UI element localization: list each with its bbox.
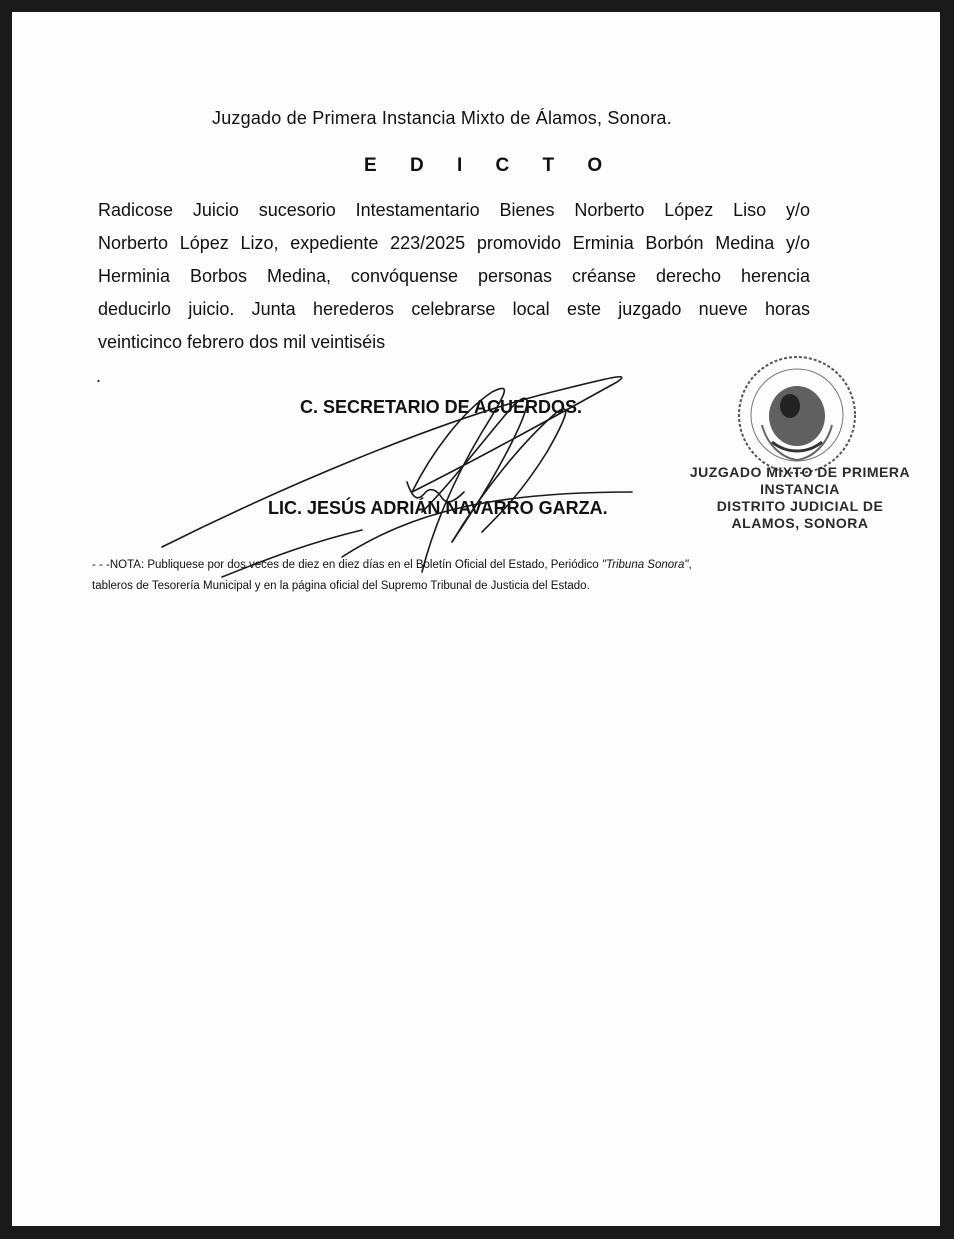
body-line: veinticinco febrero dos mil veintiséis: [98, 332, 386, 352]
stray-dot: .: [96, 366, 102, 386]
signatory-title: C. SECRETARIO DE ACUERDOS.: [300, 397, 583, 417]
note-prefix: - - -NOTA: Publiquese por dos veces de diez en diez días en el Boletín Oficial del Estado, Periódico: [92, 559, 602, 571]
note-suffix: ,: [688, 559, 692, 571]
body-line: Radicose Juicio sucesorio Intestamentario Bienes Norberto López Liso y/o: [98, 200, 810, 220]
document-title: E D I C T O: [364, 155, 617, 176]
seal-text: [680, 464, 920, 532]
note-line2: tableros de Tesorería Municipal y en la página oficial del Supremo Tribunal de Justicia del Estado.: [92, 580, 590, 592]
seal-line: DISTRITO JUDICIAL DE: [716, 498, 884, 514]
signatory-name: LIC. JESÚS ADRIÁN NAVARRO GARZA.: [268, 498, 608, 518]
seal-line: ALAMOS, SONORA: [731, 515, 869, 531]
publication-note: [92, 555, 822, 597]
note-newspaper: "Tribuna Sonora": [601, 559, 689, 571]
court-header: Juzgado de Primera Instancia Mixto de Álamos, Sonora.: [212, 108, 672, 128]
body-line: Norberto López Lizo, expediente 223/2025 promovido Erminia Borbón Medina y/o: [98, 233, 810, 253]
seal-line: INSTANCIA: [760, 481, 840, 497]
body-line: Herminia Borbos Medina, convóquense personas créanse derecho herencia: [98, 266, 810, 286]
court-seal-emblem: [732, 350, 862, 480]
seal-line: JUZGADO MIXTO DE PRIMERA: [689, 464, 911, 480]
edict-body: [98, 194, 810, 359]
body-line: deducirlo juicio. Junta herederos celebrarse local este juzgado nueve horas: [98, 299, 810, 319]
document-page: [12, 12, 940, 1226]
